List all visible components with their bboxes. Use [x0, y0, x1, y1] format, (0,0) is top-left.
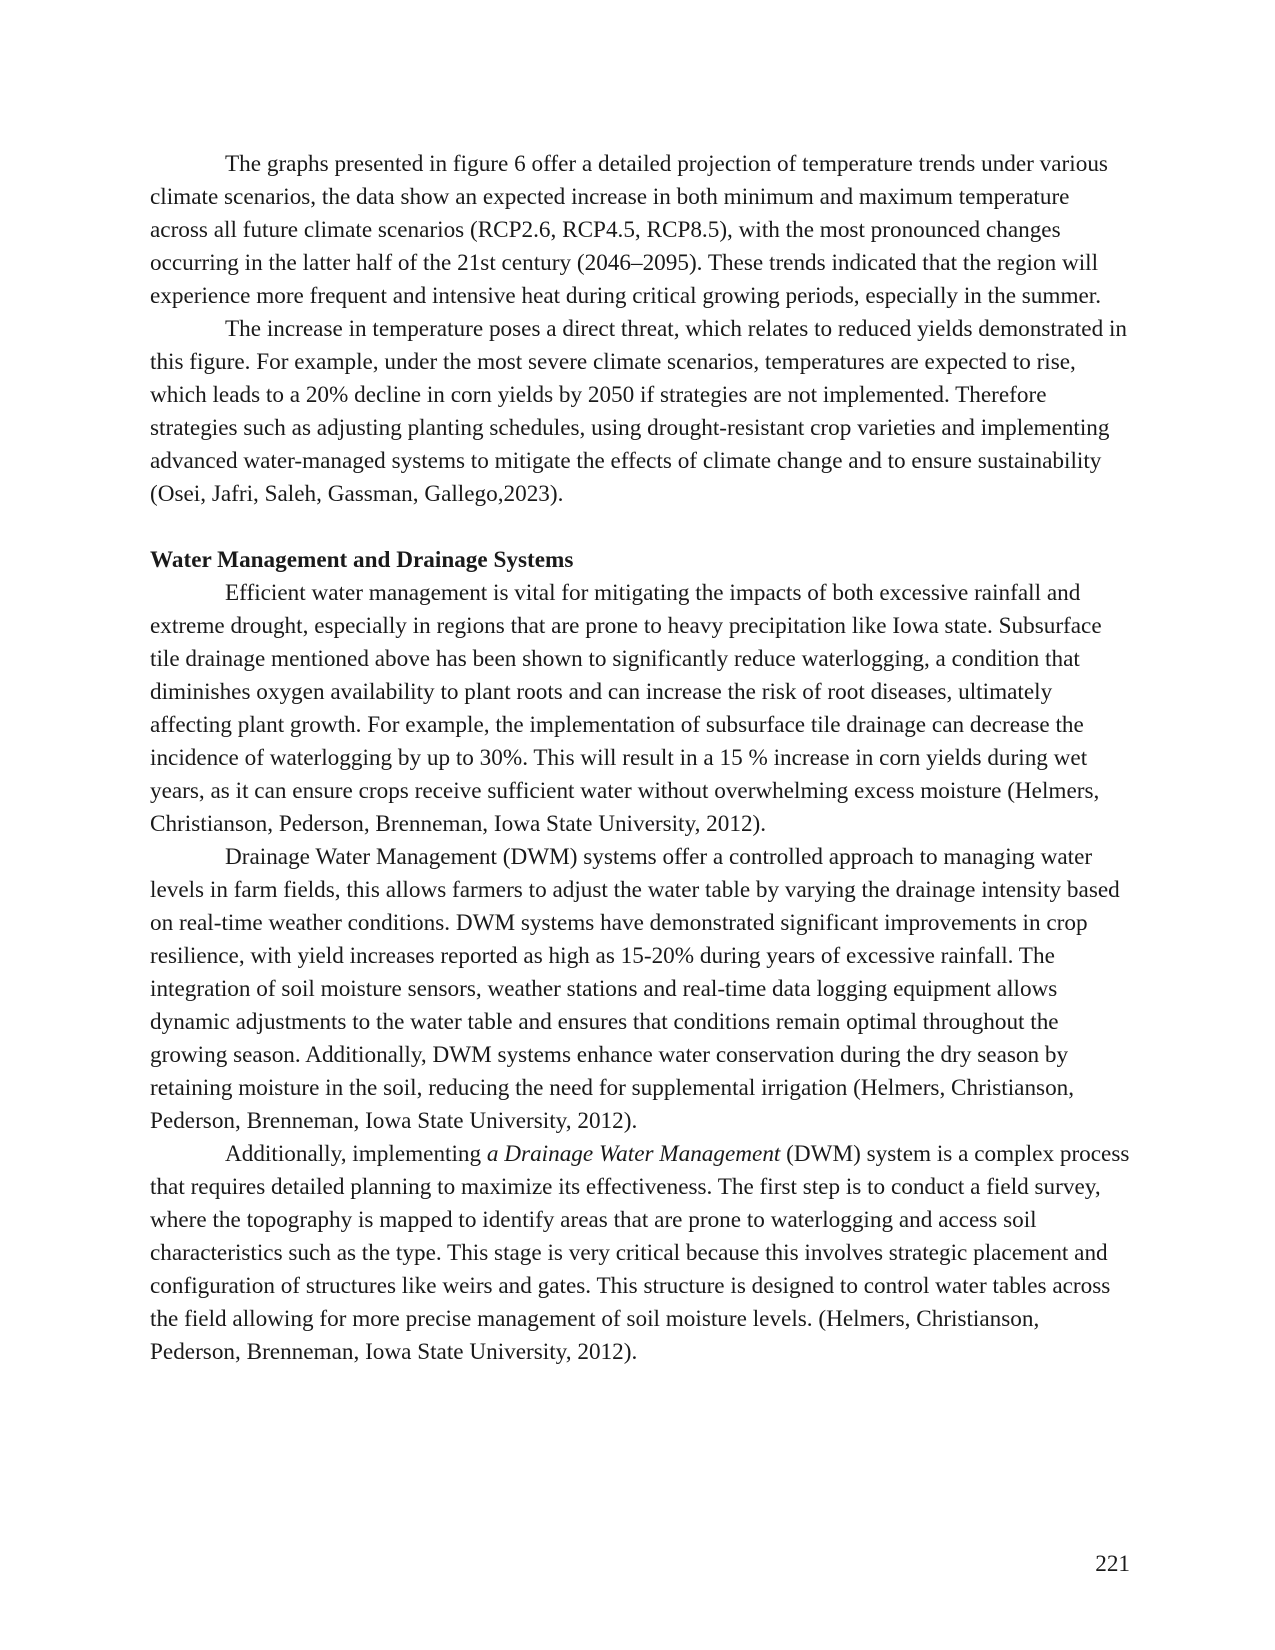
paragraph-dwm-implementation	[150, 1138, 1130, 1369]
page-body	[150, 148, 1130, 1369]
paragraph-text-end: (DWM) system is a complex process that requires detailed planning to maximize its effectiveness. The first step is to conduct a field survey, where the topography is mapped to identify areas that are prone to waterlogging and access soil characteristics such as the type. This stage is very critical because this involves strategic placement and configuration of structures like weirs and gates. This structure is designed to control water tables across the field allowing for more precise management of soil moisture levels. (Helmers, Christianson, Pederson, Brenneman, Iowa State University, 2012).	[150, 1141, 1130, 1365]
paragraph-temperature-trends: The graphs presented in figure 6 offer a detailed projection of temperature trends under various climate scenarios, the data show an expected increase in both minimum and maximum temperature across all future climate scenarios (RCP2.6, RCP4.5, RCP8.5), with the most pronounced changes occurring in the latter half of the 21st century (2046–2095). These trends indicated that the region will experience more frequent and intensive heat during critical growing periods, especially in the summer.	[150, 151, 1108, 309]
paragraph-text-start: Additionally, implementing	[225, 1141, 487, 1167]
section-heading: Water Management and Drainage Systems	[150, 547, 574, 573]
section-gap	[150, 511, 1130, 544]
paragraph-dwm-systems: Drainage Water Management (DWM) systems offer a controlled approach to managing water levels in farm fields, this allows farmers to adjust the water table by varying the drainage intensity based on real-time weather conditions. DWM systems have demonstrated significant improvements in crop resilience, with yield increases reported as high as 15-20% during years of excessive rainfall. The integration of soil moisture sensors, weather stations and real-time data logging equipment allows dynamic adjustments to the water table and ensures that conditions remain optimal throughout the growing season. Additionally, DWM systems enhance water conservation during the dry season by retaining moisture in the soil, reducing the need for supplemental irrigation (Helmers, Christianson, Pederson, Brenneman, Iowa State University, 2012).	[150, 844, 1120, 1134]
paragraph-efficient-water-management: Efficient water management is vital for mitigating the impacts of both excessive rainfall and extreme drought, especially in regions that are prone to heavy precipitation like Iowa state. Subsurface tile drainage mentioned above has been shown to significantly reduce waterlogging, a condition that diminishes oxygen availability to plant roots and can increase the risk of root diseases, ultimately affecting plant growth. For example, the implementation of subsurface tile drainage can decrease the incidence of waterlogging by up to 30%. This will result in a 15 % increase in corn yields during wet years, as it can ensure crops receive sufficient water without overwhelming excess moisture (Helmers, Christianson, Pederson, Brenneman, Iowa State University, 2012).	[150, 580, 1102, 837]
paragraph-temperature-threat: The increase in temperature poses a direct threat, which relates to reduced yields demonstrated in this figure. For example, under the most severe climate scenarios, temperatures are expected to rise, which leads to a 20% decline in corn yields by 2050 if strategies are not implemented. Therefore strategies such as adjusting planting schedules, using drought-resistant crop varieties and implementing advanced water-managed systems to mitigate the effects of climate change and to ensure sustainability (Osei, Jafri, Saleh, Gassman, Gallego,2023).	[150, 316, 1128, 507]
paragraph-italic-term: a Drainage Water Management	[486, 1141, 781, 1167]
page-number: 221	[1095, 1551, 1130, 1577]
